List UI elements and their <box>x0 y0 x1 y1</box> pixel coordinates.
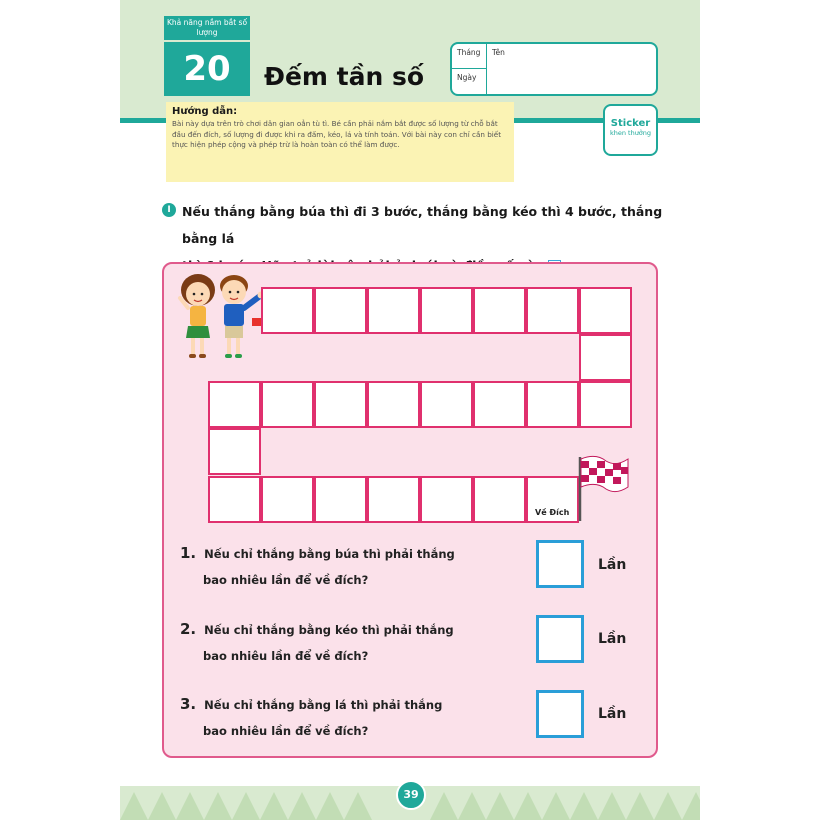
page-title: Đếm tần số <box>264 62 425 91</box>
unit-label-3: Lần <box>598 706 627 722</box>
month-label: Tháng <box>457 48 481 57</box>
board-cell <box>261 476 314 523</box>
answer-box-3[interactable] <box>536 690 584 738</box>
board-cell <box>314 287 367 334</box>
board-cell <box>367 287 420 334</box>
unit-label-1: Lần <box>598 557 627 573</box>
date-name-box[interactable] <box>450 42 658 96</box>
board-cell <box>314 476 367 523</box>
board-cell <box>473 476 526 523</box>
page-number: 39 <box>396 780 426 810</box>
sticker-box <box>603 104 658 156</box>
guide-text: Bài này dựa trên trò chơi dân gian oẳn tù tì. Bé cần phải nắm bắt được số lượng từ chỗ bắt đầu đến đích, số lượng đi được khi ra đấm, kéo, lá và tính toán. Với bài này con chỉ cần biết thực hiện phép cộng và phép trừ là hoàn toàn có thể làm được. <box>172 119 502 149</box>
board-cell <box>367 476 420 523</box>
name-label: Tên <box>492 48 505 57</box>
board-cell <box>526 381 579 428</box>
board-cell <box>367 381 420 428</box>
day-label: Ngày <box>457 73 477 82</box>
board-cell <box>208 381 261 428</box>
guide-title: Hướng dẫn: <box>172 106 238 117</box>
board-cell <box>420 476 473 523</box>
board-cell <box>261 381 314 428</box>
board-cell <box>579 334 632 381</box>
board-cell <box>314 381 367 428</box>
question-line1: Nếu chỉ thắng bằng kéo thì phải thắng <box>204 623 454 637</box>
board-cell <box>261 287 314 334</box>
question-line2: bao nhiêu lần để về đích? <box>203 724 369 738</box>
question-number: 3. <box>180 695 197 713</box>
unit-label-2: Lần <box>598 631 627 647</box>
board-cell <box>420 287 473 334</box>
answer-box-1[interactable] <box>536 540 584 588</box>
board-cell <box>473 287 526 334</box>
question-3 <box>180 691 442 744</box>
board-cell <box>579 381 632 428</box>
finish-flag-icon <box>576 453 632 523</box>
board-cell <box>526 287 579 334</box>
board-cell <box>208 428 261 475</box>
answer-box-2[interactable] <box>536 615 584 663</box>
worksheet-page <box>120 0 700 820</box>
question-1 <box>180 540 455 593</box>
exercise-marker-icon: I <box>162 203 176 217</box>
question-line2: bao nhiêu lần để về đích? <box>203 649 369 663</box>
question-line1: Nếu chỉ thắng bằng búa thì phải thắng <box>204 547 455 561</box>
sticker-title: Sticker <box>610 118 651 129</box>
sticker-subtitle: khen thưởng <box>609 129 652 137</box>
board-cell <box>579 287 632 334</box>
question-number: 1. <box>180 544 197 562</box>
board-cell <box>208 476 261 523</box>
question-line1: Nếu chỉ thắng bằng lá thì phải thắng <box>204 698 443 712</box>
board-cell <box>473 381 526 428</box>
skill-tag: Khả năng nắm bắt số lượng <box>164 16 250 40</box>
guide-box <box>166 102 514 182</box>
lesson-number: 20 <box>164 42 250 96</box>
goal-label: Về Đích <box>535 508 570 517</box>
board-cell <box>420 381 473 428</box>
question-line2: bao nhiêu lần để về đích? <box>203 573 369 587</box>
question-number: 2. <box>180 620 197 638</box>
instruction-line1: Nếu thắng bằng búa thì đi 3 bước, thắng bằng kéo thì 4 bước, thắng bằng lá <box>182 204 663 246</box>
question-2 <box>180 616 454 669</box>
